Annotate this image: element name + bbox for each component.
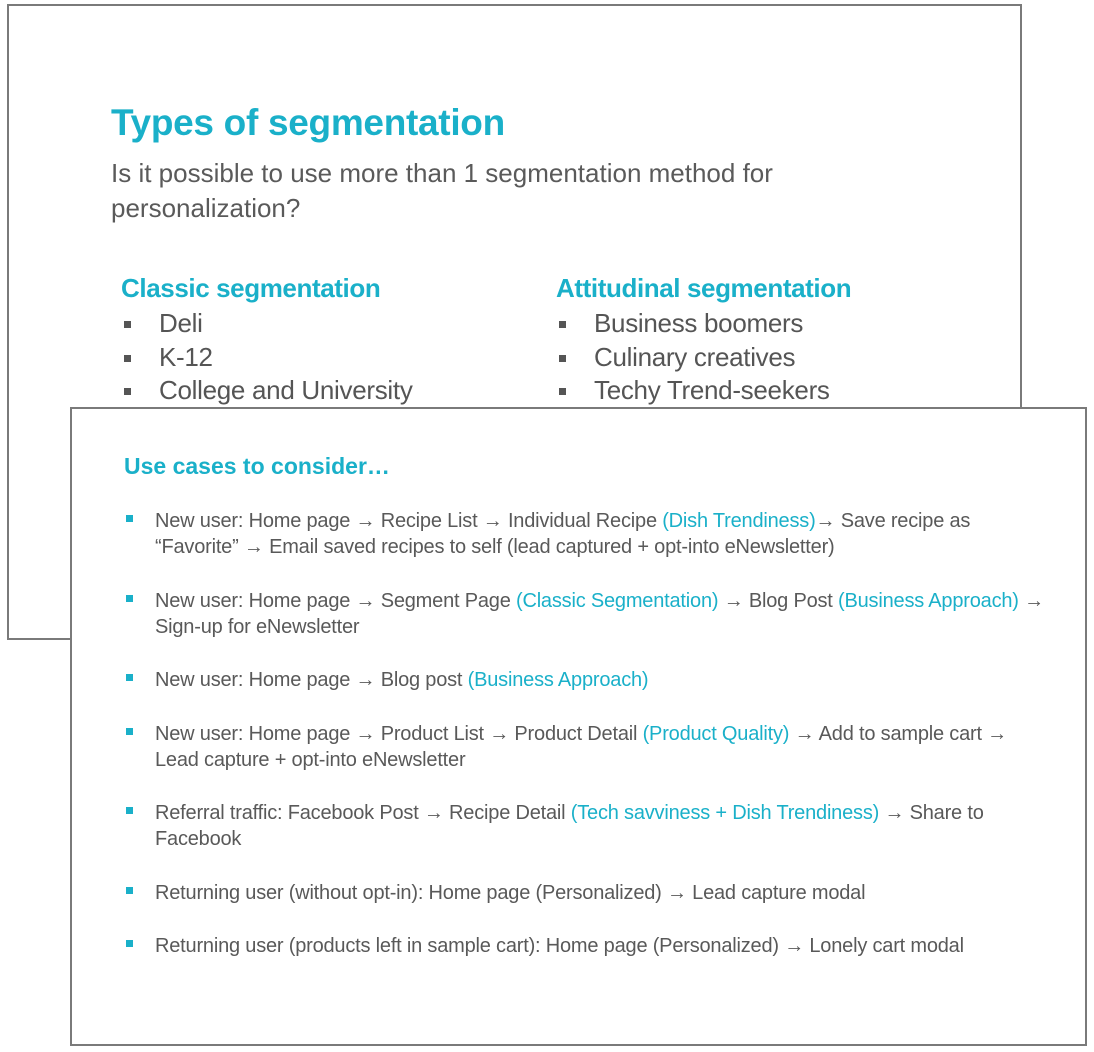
slide-subtitle: Is it possible to use more than 1 segmentation method for personalization?: [111, 158, 773, 223]
segment-list: [556, 307, 851, 408]
use-case-item: Returning user (products left in sample cart): Home page (Personalized) → Lonely cart modal: [124, 933, 1044, 959]
column-heading: Classic segmentation: [121, 273, 381, 303]
highlight-text: (Tech savviness + Dish Trendiness): [570, 802, 880, 824]
use-case-item: New user: Home page → Blog post (Business Approach): [124, 667, 1044, 693]
segment-list: [121, 307, 413, 408]
bullet-square-icon: [126, 595, 133, 602]
bullet-square-icon: [124, 321, 131, 328]
bullet-square-icon: [126, 940, 133, 947]
use-case-item: Returning user (without opt-in): Home page (Personalized) → Lead capture modal: [124, 880, 1044, 906]
bullet-square-icon: [126, 887, 133, 894]
use-case-item: New user: Home page → Segment Page (Classic Segmentation) → Blog Post (Business Approach) → Sign-up for eNewsletter: [124, 588, 1044, 640]
bullet-square-icon: [126, 807, 133, 814]
bullet-square-icon: [559, 355, 566, 362]
classic-segmentation-column: [121, 272, 413, 408]
list-item: [121, 307, 413, 341]
use-case-item: New user: Home page → Recipe List → Individual Recipe (Dish Trendiness)→ Save recipe as “Favorite” → Email saved recipes to self (lead captured + opt-into eNewsletter): [124, 508, 1044, 560]
bullet-square-icon: [559, 388, 566, 395]
list-item: [121, 374, 413, 408]
list-item-label: College and University: [159, 375, 413, 405]
slide-title: Types of segmentation: [111, 102, 505, 143]
use-case-item: Referral traffic: Facebook Post → Recipe Detail (Tech savviness + Dish Trendiness) → Share to Facebook: [124, 800, 1044, 852]
bullet-square-icon: [126, 728, 133, 735]
column-heading: Attitudinal segmentation: [556, 273, 852, 303]
list-item: [556, 374, 851, 408]
bullet-square-icon: [126, 674, 133, 681]
bullet-square-icon: [559, 321, 566, 328]
list-item-label: Deli: [159, 308, 203, 338]
bullet-square-icon: [124, 355, 131, 362]
list-item-label: K-12: [159, 341, 213, 372]
slide-title: Use cases to consider…: [124, 453, 390, 479]
highlight-text: (Product Quality): [642, 722, 790, 745]
highlight-text: (Business Approach): [467, 669, 649, 691]
use-case-item: New user: Home page → Product List → Product Detail (Product Quality) → Add to sample cart → Lead capture + opt-into eNewsletter: [124, 721, 1044, 773]
list-item-label: Culinary creatives: [594, 341, 796, 372]
list-item: [556, 341, 851, 375]
attitudinal-segmentation-column: [556, 272, 851, 408]
highlight-text: (Business Approach): [838, 589, 1019, 612]
list-item-label: Business boomers: [594, 308, 804, 338]
list-item: [556, 307, 851, 341]
bullet-square-icon: [126, 515, 133, 522]
use-cases-slide: [70, 407, 1087, 1046]
bullet-square-icon: [124, 388, 131, 395]
use-case-list: [124, 508, 1044, 987]
highlight-text: (Classic Segmentation): [515, 589, 719, 612]
highlight-text: (Dish Trendiness): [662, 510, 816, 532]
list-item-label: Techy Trend-seekers: [594, 375, 830, 405]
list-item: [121, 341, 413, 375]
